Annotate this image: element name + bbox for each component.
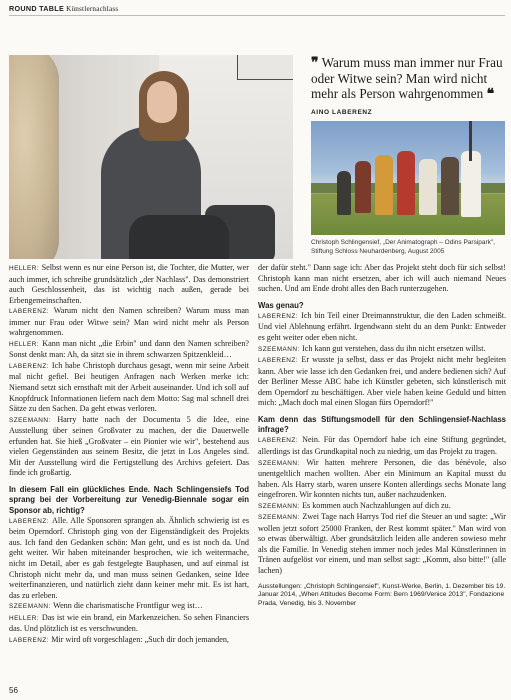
- paragraph: [258, 458, 506, 501]
- paragraph-text: Ich bin Teil einer Dreimannstruktur, die den Laden schmeißt. Und viel Ablehnung erfährt. Irgendwann steht du an dem Punkt: Entweder es geht weiter oder eben nicht.: [258, 310, 507, 343]
- speaker-label: LABERENZ:: [9, 636, 52, 644]
- pull-quote-lead: Warum muss man immer nur: [321, 55, 476, 70]
- paragraph: [9, 263, 249, 306]
- speaker-label: LABERENZ:: [258, 312, 302, 320]
- paragraph-text: Alle. Alle Sponsoren sprangen ab. Ähnlich schwierig ist es beim Operndorf. Christoph ging von der Eigenständigkeit des Projekts aus. Ich fand den Gedanken schön: Man geht, und es ist noch da. Und geht weiter. Wir haben miteinander besprochen, wie ich weitermache, nicht im Detail, aber es gab festgelegte Bauphasen, und auf einmal ist Christoph nicht mehr da, und man muss seinen Gedanken, seine Idee weiterfinanzieren, und natürlich zieht dann keiner mehr mit. Es ist hart, das zu erleben.: [9, 515, 249, 600]
- paragraph-text: Warum nicht den Namen schreiben? Warum muss man immer nur Frau oder Witwe sein? Man wird nicht mehr als Person wahrgenommen.: [9, 306, 249, 338]
- paragraph: [258, 344, 506, 356]
- paragraph: [9, 613, 249, 635]
- speaker-label: SZEEMANN:: [258, 514, 303, 522]
- paragraph: [9, 339, 249, 361]
- paragraph-text: Das ist wie ein brand, ein Markenzeichen. So sehen Financiers das. Und plötzlich ist es verschwunden.: [9, 612, 249, 634]
- pull-quote-author: AINO LABERENZ: [311, 108, 373, 116]
- paragraph-text: Ich habe Christoph durchaus gesagt, wenn mir seine Arbeit mal nicht gefiel. Bei heutigen Anfragen nach Werken merke ich: Niemand setzt sich ernsthaft mit der Arbeit auseinander. Und ich soll auf Knopfdruck Informationen liefern nach dem Motto: Sag mal schnell drei Sätze zu den Sachen. Da geht etwas verloren.: [9, 360, 249, 414]
- paragraph: [258, 355, 506, 409]
- paragraph-text: Mir wird oft vorgeschlagen: „Such dir doch jemanden,: [51, 634, 229, 644]
- paragraph: [9, 516, 249, 601]
- speaker-label: HELLER:: [9, 614, 42, 622]
- paragraph: [9, 601, 249, 613]
- paragraph: [9, 635, 249, 647]
- question-heading: Was genau?: [258, 300, 304, 310]
- speaker-label: SZEEMANN:: [258, 459, 307, 467]
- header-rule: [9, 15, 505, 16]
- question-heading: In diesem Fall ein glückliches Ende. Nach Schlingensiefs Tod sprang bei der Vorbereitung zur Venedig-Biennale sogar ein Sponsor ab, richtig?: [9, 484, 249, 515]
- speaker-label: LABERENZ:: [9, 308, 54, 316]
- paragraph: [258, 435, 506, 457]
- paragraph-text: Er wusste ja selbst, dass er das Projekt nicht mehr begleiten kann. Aber wie lasse ich den Gedanken frei, und andere bedienen sich? Auf der Berliner Messe ABC habe ich Künstler gebeten, sich künstlerisch mit dem Operndorf zu beschäftigen. Aber viele haben keine Geduld und bitten mich: „Mach doch mal einen Slogan fürs Operndorf!": [258, 355, 506, 408]
- speaker-label: SZEEMANN:: [9, 416, 58, 424]
- paragraph-text: Wir hatten mehrere Personen, die das bénévole, also unentgeltlich machen wollten. Aber ein Minimum an Kapital musst du haben. Als Harry starb, waren unsere Konten allerdings sechs Monate lang eingefroren. Wir konnten nichts tun, außer nachzudenken.: [258, 457, 507, 500]
- photo-caption: Christoph Schlingensief, „Der Animatograph – Odins Parsipark", Stiftung Schloss Neuhardenberg, August 2005: [311, 239, 496, 255]
- paragraph: [9, 306, 249, 339]
- speaker-label: SZEEMANN:: [258, 345, 303, 353]
- pull-quote-rest: Frau oder Witwe sein? Man wird nicht mehr als Person wahrgenommen: [311, 55, 503, 102]
- exhibition-note: Ausstellungen: „Christoph Schlingensief", Kunst-Werke, Berlin, 1. Dezember bis 19. Januar 2014, „When Attitudes Become Form: Bern 1969/Venice 2013", Fondazione Prada, Venedig, bis 3. November: [258, 582, 506, 607]
- speaker-label: HELLER:: [9, 340, 43, 348]
- paragraph-text: Wenn die charismatische Frontfigur weg ist…: [53, 601, 203, 611]
- paragraph: [9, 415, 249, 479]
- paragraph: [258, 501, 506, 513]
- main-photo: [9, 55, 293, 259]
- paragraph-text: Selbst wenn es nur eine Person ist, die Tochter, die Mutter, wer auch immer, ich schreibe grundsätzlich „der Nachlass". Das demonstriert auch Geschlossenheit, das ist wichtig nach außen, gerade bei Erbengemeinschaften.: [9, 263, 249, 305]
- paragraph-text: Nein. Für das Operndorf habe ich eine Stiftung gegründet, allerdings ist das Grundkapital noch zu niedrig, um das Projekt zu tragen.: [258, 435, 506, 456]
- paragraph-text: Kann man nicht „die Erbin" und dann den Namen schreiben? Sonst denkt man: Ah, da sitzt sie in ihrem schwarzen Spitzenkleid…: [9, 338, 249, 360]
- speaker-label: LABERENZ:: [258, 357, 302, 365]
- text-column-right: [258, 263, 506, 608]
- header-topic: Künstlernachlass: [66, 5, 119, 13]
- speaker-label: SZEEMANN:: [9, 603, 54, 611]
- running-header: [9, 4, 118, 13]
- speaker-label: SZEEMANN:: [258, 502, 303, 510]
- performance-photo: [311, 121, 505, 235]
- pull-quote: ❞ Warum muss man immer nur Frau oder Witwe sein? Man wird nicht mehr als Person wahrgenommen ❝ AINO LABERENZ: [311, 54, 503, 116]
- speaker-label: LABERENZ:: [9, 362, 52, 370]
- paragraph-text: Ich kann gut verstehen, dass du ihn nicht ersetzen willst.: [302, 343, 486, 353]
- paragraph: [258, 311, 506, 344]
- paragraph-text: Es kommen auch Nachzahlungen auf dich zu.: [302, 500, 451, 510]
- text-column-left: [9, 263, 249, 646]
- header-section: ROUND TABLE: [9, 4, 65, 13]
- paragraph: [258, 263, 506, 295]
- paragraph: [9, 361, 249, 415]
- speaker-label: LABERENZ:: [258, 437, 303, 445]
- paragraph-text: der dafür steht." Dann sage ich: Aber das Projekt steht doch für sich selbst! Christoph kann man nicht ersetzen, aber ich will auch niemand Neues suchen. Und am Ende droht alles den Bach runterzugehen.: [258, 263, 506, 294]
- paragraph-text: Zwei Tage nach Harrys Tod rief die Steuer an und sagte: „Wir wollen jetzt sofort 25000 Franken, der Rest kommt später." Man wird von so etwas überwältigt. Aber grundsätzlich leiden alle anderen sowieso mehr als die Familie. In Venedig stehen immer noch jedes Mal Künstlerinnen in Tränen aufgelöst vor einem, und man selbst sagt: „Komm, also bitte!" (alle lachen): [258, 512, 507, 576]
- speaker-label: HELLER:: [9, 265, 42, 272]
- question-heading: Kam denn das Stiftungsmodell für den Schlingensief-Nachlass infrage?: [258, 414, 506, 435]
- page-number: 56: [9, 686, 18, 695]
- speaker-label: LABERENZ:: [9, 517, 52, 525]
- paragraph-text: Harry hatte nach der Documenta 5 die Idee, eine Ausstellung über seinen Großvater zu machen, der die Dauerwelle erfunden hat. Sie hieß „Großvater – ein Pionier wie wir", bestehend aus vielen Gegenständen aus seinem Besitz, die jetzt in Los Angeles sind. Mit der Ausstellung wird die Fertigstellung des Archivs gefeiert. Das finde ich großartig.: [9, 414, 249, 478]
- paragraph: [258, 512, 506, 576]
